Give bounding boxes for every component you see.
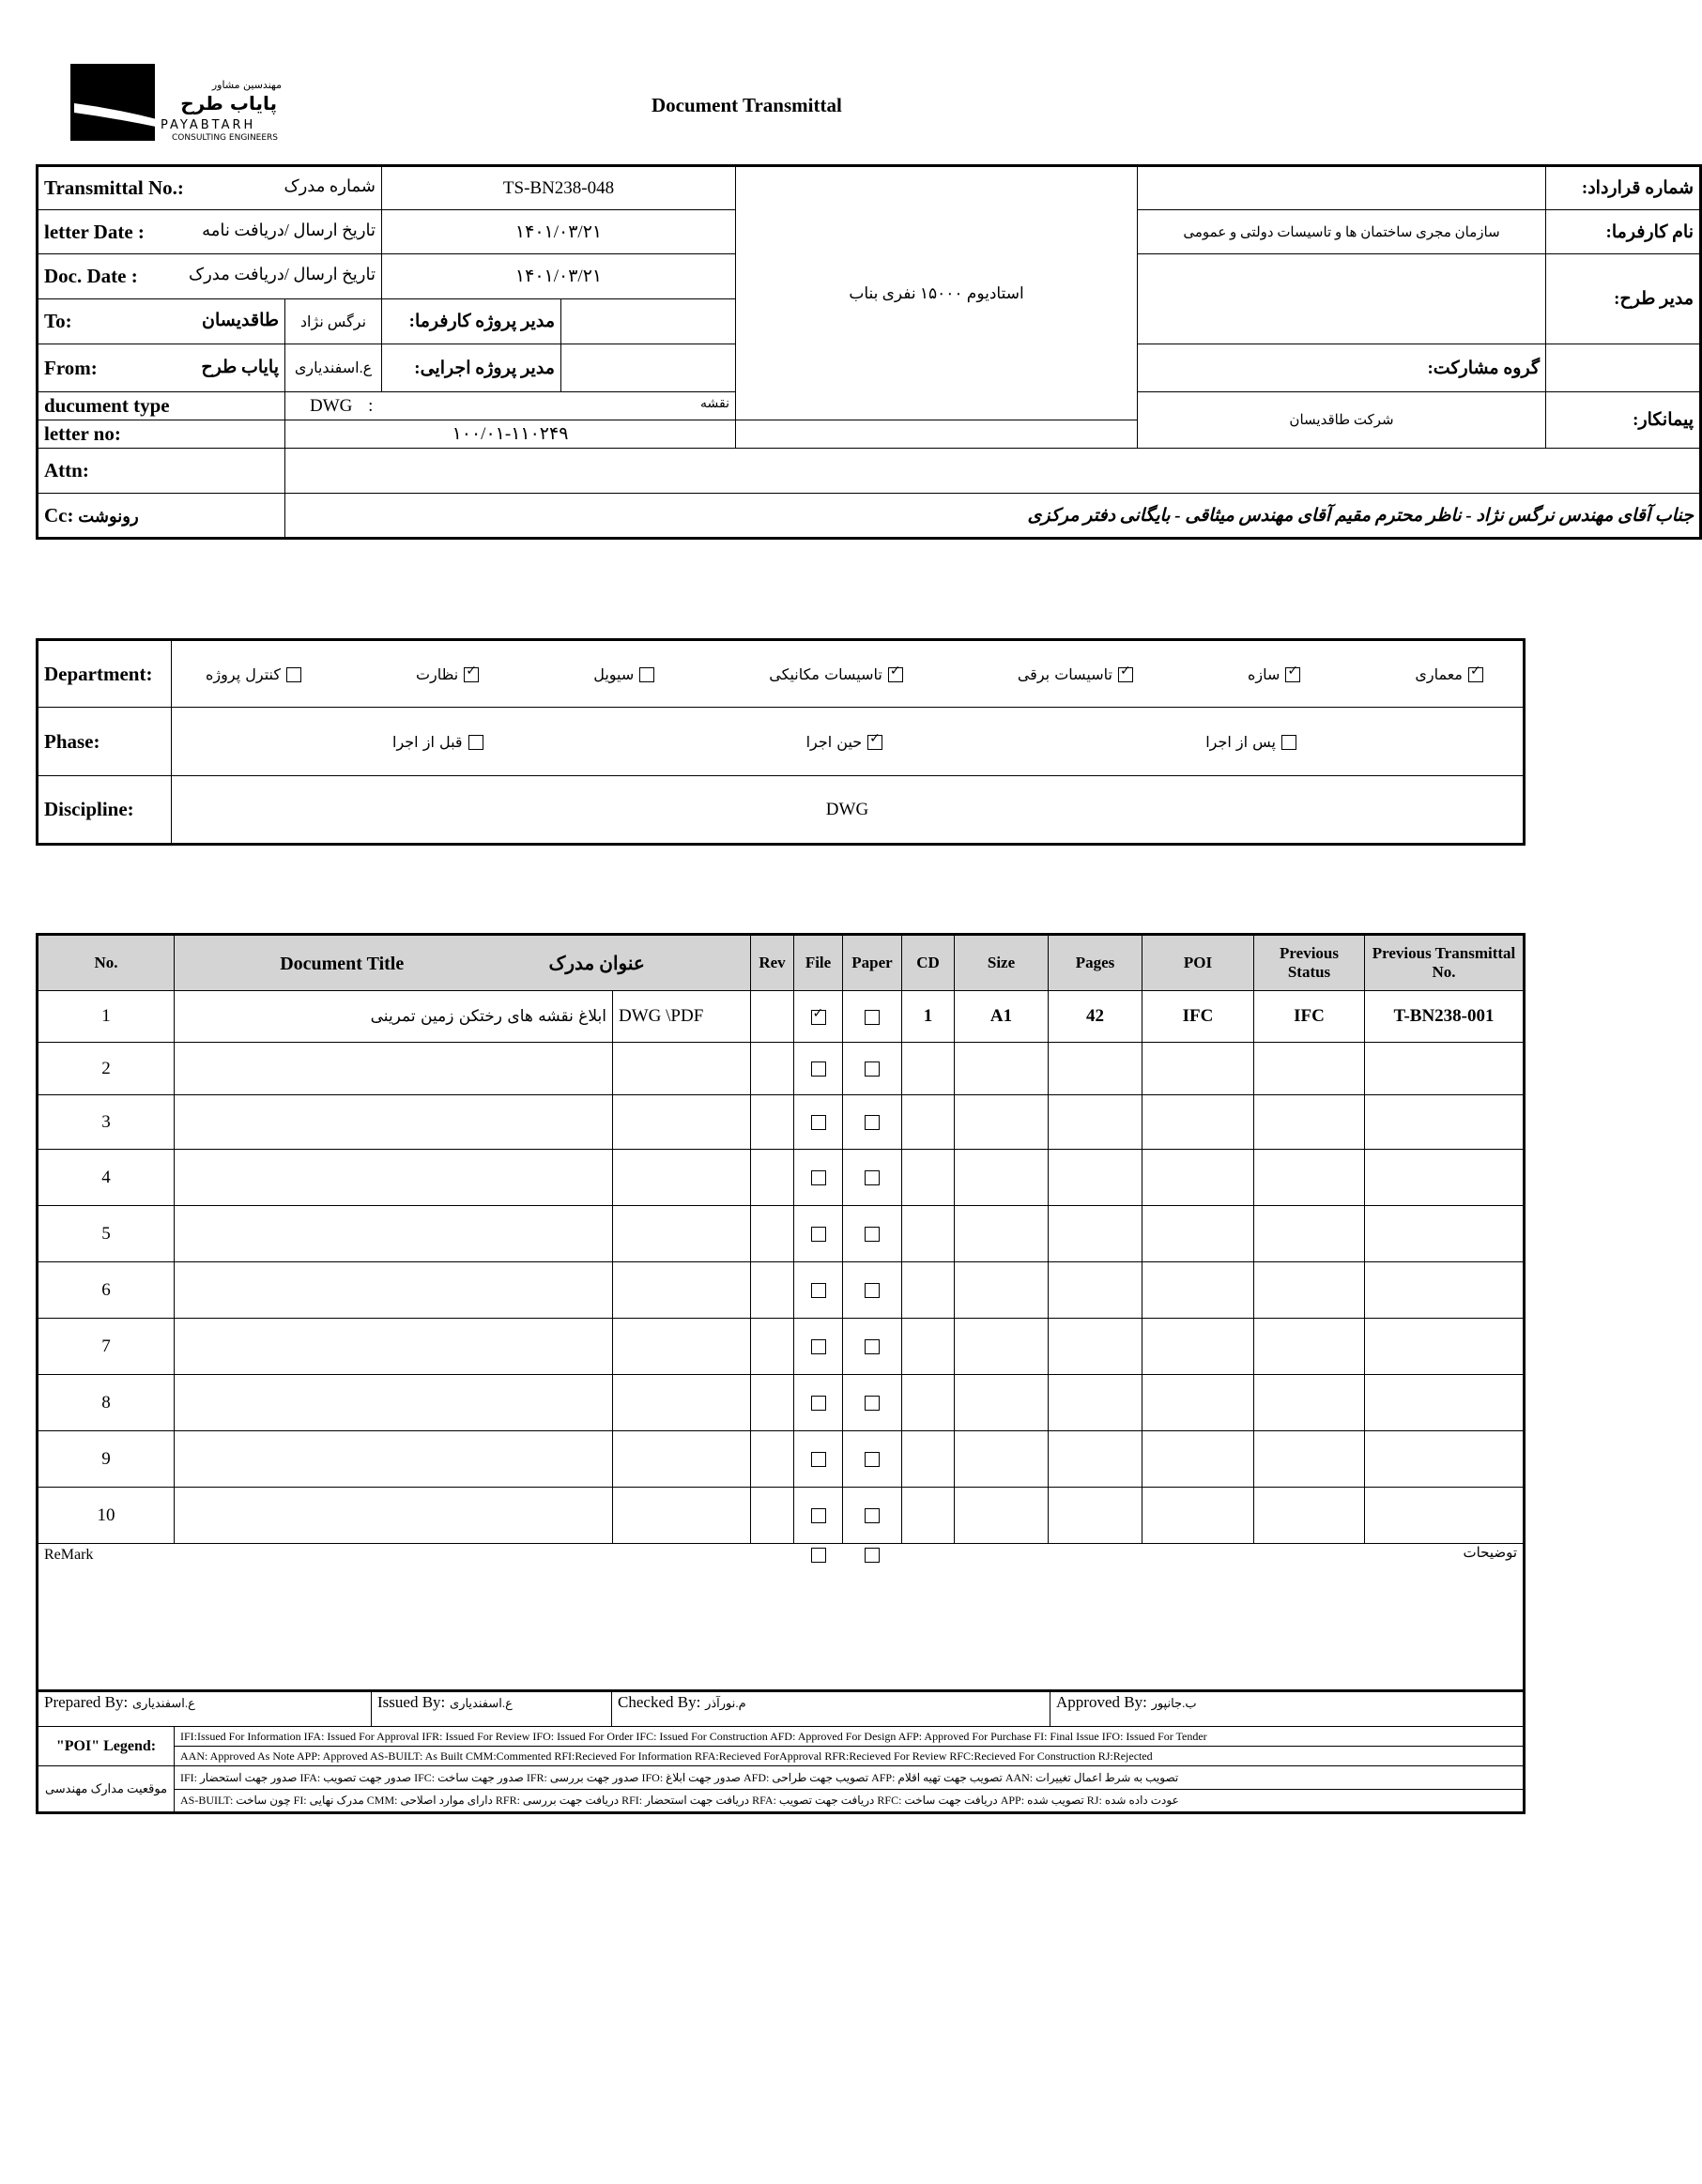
row-no: 3 bbox=[38, 1095, 175, 1150]
row-paper-checkbox[interactable] bbox=[865, 1061, 880, 1077]
doctype-value: DWG bbox=[310, 395, 353, 416]
row-title bbox=[175, 1206, 613, 1262]
col-poi: POI bbox=[1142, 935, 1254, 991]
department-table bbox=[36, 638, 1526, 846]
row-pages: 42 bbox=[1049, 991, 1142, 1043]
row-rev bbox=[751, 1431, 794, 1488]
letter-date-label-cell bbox=[38, 210, 382, 254]
row-file-checkbox[interactable] bbox=[811, 1227, 826, 1242]
row-poi bbox=[1142, 1431, 1254, 1488]
row-file-checkbox[interactable] bbox=[811, 1170, 826, 1185]
table-row bbox=[38, 1319, 1525, 1375]
row-no: 9 bbox=[38, 1431, 175, 1488]
row-size bbox=[955, 1431, 1049, 1488]
client-name-label: نام کارفرما: bbox=[1546, 210, 1701, 254]
transmittal-no-label: Transmittal No.: bbox=[44, 176, 184, 199]
row-cd bbox=[902, 1262, 955, 1319]
row-paper-checkbox[interactable] bbox=[865, 1396, 880, 1411]
row-prev-trans bbox=[1365, 1319, 1525, 1375]
row-no: 7 bbox=[38, 1319, 175, 1375]
row-paper bbox=[843, 1431, 902, 1488]
doctype-fa: نقشه bbox=[700, 396, 730, 411]
doctype-sep: : bbox=[368, 395, 374, 416]
row-poi bbox=[1142, 1319, 1254, 1375]
phase-label: Phase: bbox=[38, 708, 172, 776]
phase-item-during[interactable]: ✓حین اجرا bbox=[806, 733, 889, 751]
col-prev-status: Previous Status bbox=[1254, 935, 1365, 991]
row-pages bbox=[1049, 1431, 1142, 1488]
attn-label: Attn: bbox=[38, 449, 285, 494]
letter-date-value: ۱۴۰۱/۰۳/۲۱ bbox=[382, 210, 736, 254]
department-items bbox=[172, 640, 1525, 708]
row-paper bbox=[843, 991, 902, 1043]
row-poi: IFC bbox=[1142, 991, 1254, 1043]
row-poi bbox=[1142, 1206, 1254, 1262]
checked-by-cell: Checked By: م.نورآذر bbox=[612, 1691, 1050, 1727]
row-prev-status bbox=[1254, 1262, 1365, 1319]
row-paper-checkbox[interactable] bbox=[865, 1283, 880, 1298]
from-cell bbox=[38, 344, 285, 392]
checkbox-supervision[interactable] bbox=[464, 667, 479, 682]
col-pages: Pages bbox=[1049, 935, 1142, 991]
department-item-civil[interactable]: سیویل bbox=[593, 665, 660, 683]
row-prev-trans bbox=[1365, 1043, 1525, 1095]
remark-file-cell bbox=[794, 1544, 843, 1691]
row-file bbox=[794, 1319, 843, 1375]
row-pages bbox=[1049, 1488, 1142, 1544]
doctype-cell bbox=[285, 392, 736, 420]
row-size bbox=[955, 1150, 1049, 1206]
partnership-label: گروه مشارکت: bbox=[1138, 344, 1546, 392]
doc-date-label-cell bbox=[38, 254, 382, 299]
row-paper-checkbox[interactable] bbox=[865, 1170, 880, 1185]
poi-legend-line1: IFI:Issued For Information IFA: Issued For Approval IFR: Issued For Review IFO: Issued For Order IFC: Issued For Construction AFD: Approved For Design AFP: Approved For Purchase FI: Final Issue IFO: Issued For Tender bbox=[175, 1727, 1525, 1747]
row-rev bbox=[751, 1206, 794, 1262]
row-rev bbox=[751, 1262, 794, 1319]
row-pages bbox=[1049, 1095, 1142, 1150]
row-file-checkbox[interactable] bbox=[811, 1508, 826, 1523]
row-paper bbox=[843, 1150, 902, 1206]
row-size bbox=[955, 1319, 1049, 1375]
row-poi bbox=[1142, 1043, 1254, 1095]
to-label: To: bbox=[44, 310, 72, 332]
row-paper bbox=[843, 1319, 902, 1375]
row-no: 6 bbox=[38, 1262, 175, 1319]
row-prev-status bbox=[1254, 1431, 1365, 1488]
row-pages bbox=[1049, 1206, 1142, 1262]
row-no: 4 bbox=[38, 1150, 175, 1206]
row-cd bbox=[902, 1431, 955, 1488]
from-value: پایاب طرح bbox=[201, 357, 279, 377]
contractor-value: شرکت طاقدیسان bbox=[1138, 392, 1546, 449]
row-file-checkbox[interactable] bbox=[811, 1396, 826, 1411]
row-format bbox=[613, 1431, 751, 1488]
row-file bbox=[794, 991, 843, 1043]
row-file-checkbox[interactable] bbox=[811, 1061, 826, 1077]
row-file bbox=[794, 1095, 843, 1150]
checkbox-architecture[interactable] bbox=[1468, 667, 1483, 682]
row-prev-trans bbox=[1365, 1206, 1525, 1262]
to-person: نرگس نژاد bbox=[285, 299, 382, 344]
row-prev-status bbox=[1254, 1375, 1365, 1431]
row-prev-status bbox=[1254, 1319, 1365, 1375]
signature-table bbox=[36, 1689, 1526, 1814]
transmittal-no-label-cell bbox=[38, 166, 382, 210]
row-title bbox=[175, 1431, 613, 1488]
col-no: No. bbox=[38, 935, 175, 991]
poi-legend-line2: AAN: Approved As Note APP: Approved AS-BUILT: As Built CMM:Commented RFI:Recieved For Information RFA:Recieved ForApproval RFR:Recieved For Review RFC:Recieved For Construction RJ:Rejected bbox=[175, 1747, 1525, 1766]
row-size bbox=[955, 1043, 1049, 1095]
department-item-mechanical[interactable]: ✓تاسیسات مکانیکی bbox=[769, 665, 909, 683]
table-row bbox=[38, 1095, 1525, 1150]
project-manager-value bbox=[1138, 254, 1546, 344]
row-file-checkbox[interactable] bbox=[811, 1339, 826, 1354]
row-no: 1 bbox=[38, 991, 175, 1043]
checkbox-electrical[interactable] bbox=[1118, 667, 1133, 682]
document-title: Document Transmittal bbox=[652, 94, 842, 116]
remark-file-checkbox[interactable] bbox=[811, 1548, 826, 1563]
status-legend-line2: AS-BUILT: چون ساخت FI: مدرک نهایی CMM: دارای موارد اصلاحی RFR: دریافت جهت بررسی RFI: دریافت جهت استحضار RFA: دریافت جهت تصویب RFC: دریافت جهت ساخت APP: تصویب شده RJ: عودت داده شده bbox=[175, 1790, 1525, 1813]
remark-paper-checkbox[interactable] bbox=[865, 1548, 880, 1563]
row-size bbox=[955, 1095, 1049, 1150]
checkbox-after[interactable] bbox=[1281, 735, 1296, 750]
row-file bbox=[794, 1375, 843, 1431]
row-prev-status bbox=[1254, 1150, 1365, 1206]
row-cd bbox=[902, 1095, 955, 1150]
row-pages bbox=[1049, 1150, 1142, 1206]
col-paper: Paper bbox=[843, 935, 902, 991]
client-name-value: سازمان مجری ساختمان ها و تاسیسات دولتی و عمومی bbox=[1138, 210, 1546, 254]
phase-items bbox=[172, 708, 1525, 776]
cc-fa: رونوشت bbox=[78, 506, 139, 526]
checked-by: م.نورآذر bbox=[705, 1696, 746, 1710]
status-legend-line1: IFI: صدور جهت استحضار IFA: صدور جهت تصویب IFC: صدور جهت ساخت IFR: صدور جهت بررسی IFO: صدور جهت ابلاغ AFD: تصویب جهت طراحی AFP: تصویب جهت تهیه اقلام AAN: تصویب به شرط اعمال تغییرات bbox=[175, 1766, 1525, 1790]
row-rev bbox=[751, 1095, 794, 1150]
col-size: Size bbox=[955, 935, 1049, 991]
row-pages bbox=[1049, 1375, 1142, 1431]
logo bbox=[70, 64, 286, 144]
row-prev-trans bbox=[1365, 1262, 1525, 1319]
project-manager-label: مدیر طرح: bbox=[1546, 254, 1701, 344]
phase-item-before[interactable]: قبل از اجرا bbox=[392, 733, 489, 751]
col-rev: Rev bbox=[751, 935, 794, 991]
letter-no-value: ۱۰۰/۰۱-۱۱۰۲۴۹ bbox=[285, 420, 736, 449]
row-paper-checkbox[interactable] bbox=[865, 1227, 880, 1242]
checkbox-structure[interactable] bbox=[1285, 667, 1300, 682]
status-legend-label: موقعیت مدارک مهندسی bbox=[38, 1766, 175, 1813]
row-rev bbox=[751, 1319, 794, 1375]
document-table bbox=[36, 933, 1526, 1692]
department-item-project-control[interactable]: کنترل پروژه bbox=[206, 665, 307, 683]
remark-en: ReMark bbox=[44, 1547, 94, 1563]
row-rev bbox=[751, 1043, 794, 1095]
row-prev-status: IFC bbox=[1254, 991, 1365, 1043]
project-name: استادیوم ۱۵۰۰۰ نفری بناب bbox=[736, 166, 1138, 420]
transmittal-no-value: TS-BN238-048 bbox=[382, 166, 736, 210]
row-cd bbox=[902, 1150, 955, 1206]
checkbox-during[interactable] bbox=[867, 735, 882, 750]
row-title bbox=[175, 1262, 613, 1319]
table-row bbox=[38, 1043, 1525, 1095]
row-file-checkbox[interactable] bbox=[811, 1115, 826, 1130]
row-cd bbox=[902, 1206, 955, 1262]
row-cd bbox=[902, 1319, 955, 1375]
checkbox-before[interactable] bbox=[468, 735, 483, 750]
approved-by: ب.جانپور bbox=[1151, 1696, 1197, 1710]
approved-by-cell: Approved By: ب.جانپور bbox=[1050, 1691, 1525, 1727]
row-prev-trans bbox=[1365, 1488, 1525, 1544]
row-prev-status bbox=[1254, 1095, 1365, 1150]
row-paper-checkbox[interactable] bbox=[865, 1339, 880, 1354]
row-poi bbox=[1142, 1095, 1254, 1150]
row-paper bbox=[843, 1206, 902, 1262]
row-no: 2 bbox=[38, 1043, 175, 1095]
row-file bbox=[794, 1043, 843, 1095]
row-prev-status bbox=[1254, 1043, 1365, 1095]
row-file-checkbox[interactable] bbox=[811, 1283, 826, 1298]
to-value: طاقدیسان bbox=[202, 311, 279, 330]
row-title bbox=[175, 1150, 613, 1206]
row-pages bbox=[1049, 1319, 1142, 1375]
row-file-checkbox[interactable] bbox=[811, 1010, 826, 1025]
table-row bbox=[38, 1150, 1525, 1206]
row-format bbox=[613, 1150, 751, 1206]
checkbox-civil[interactable] bbox=[639, 667, 654, 682]
row-rev bbox=[751, 1150, 794, 1206]
remark-en-cell bbox=[38, 1544, 794, 1691]
row-format bbox=[613, 1375, 751, 1431]
logo-en-sub: CONSULTING ENGINEERS bbox=[172, 133, 279, 143]
logo-mark bbox=[70, 64, 155, 141]
phase-item-after[interactable]: پس از اجرا bbox=[1205, 733, 1302, 751]
contract-no-label: شماره قرارداد: bbox=[1546, 166, 1701, 210]
prepared-by-cell: Prepared By: ع.اسفندیاری bbox=[38, 1691, 372, 1727]
row-title bbox=[175, 1095, 613, 1150]
row-size bbox=[955, 1262, 1049, 1319]
row-paper bbox=[843, 1095, 902, 1150]
row-no: 5 bbox=[38, 1206, 175, 1262]
poi-legend-label: "POI" Legend: bbox=[38, 1727, 175, 1766]
row-file bbox=[794, 1262, 843, 1319]
department-item-structure[interactable]: ✓سازه bbox=[1248, 665, 1306, 683]
row-no: 8 bbox=[38, 1375, 175, 1431]
row-no: 10 bbox=[38, 1488, 175, 1544]
letter-date-label: letter Date : bbox=[44, 220, 145, 243]
row-format: DWG \PDF bbox=[613, 991, 751, 1043]
row-prev-trans bbox=[1365, 1375, 1525, 1431]
row-pages bbox=[1049, 1262, 1142, 1319]
row-size: A1 bbox=[955, 991, 1049, 1043]
issued-by: ع.اسفندیاری bbox=[450, 1696, 513, 1710]
letter-date-fa: تاریخ ارسال /دریافت نامه bbox=[202, 220, 376, 239]
row-title bbox=[175, 1043, 613, 1095]
row-paper bbox=[843, 1375, 902, 1431]
department-item-supervision[interactable]: ✓نظارت bbox=[416, 665, 484, 683]
from-person: ع.اسفندیاری bbox=[285, 344, 382, 392]
prepared-by: ع.اسفندیاری bbox=[131, 1696, 195, 1710]
row-format bbox=[613, 1043, 751, 1095]
row-cd bbox=[902, 1488, 955, 1544]
row-prev-status bbox=[1254, 1206, 1365, 1262]
row-poi bbox=[1142, 1262, 1254, 1319]
department-item-electrical[interactable]: ✓تاسیسات برقی bbox=[1018, 665, 1139, 683]
row-prev-trans: T-BN238-001 bbox=[1365, 991, 1525, 1043]
row-file bbox=[794, 1150, 843, 1206]
row-cd bbox=[902, 1043, 955, 1095]
table-row bbox=[38, 1431, 1525, 1488]
table-row bbox=[38, 1262, 1525, 1319]
row-paper bbox=[843, 1488, 902, 1544]
cc-cell bbox=[38, 494, 285, 539]
attn-value bbox=[285, 449, 1701, 494]
letter-no-label: letter no: bbox=[38, 420, 285, 449]
doc-date-value: ۱۴۰۱/۰۳/۲۱ bbox=[382, 254, 736, 299]
issued-by-cell: Issued By: ع.اسفندیاری bbox=[372, 1691, 612, 1727]
discipline-label: Discipline: bbox=[38, 776, 172, 845]
transmittal-info-table bbox=[36, 164, 1702, 540]
row-title bbox=[175, 1488, 613, 1544]
remark-paper-cell bbox=[843, 1544, 902, 1691]
row-poi bbox=[1142, 1375, 1254, 1431]
row-file bbox=[794, 1431, 843, 1488]
from-role: مدیر پروژه اجرایی: bbox=[382, 344, 561, 392]
row-rev bbox=[751, 1488, 794, 1544]
row-format bbox=[613, 1095, 751, 1150]
row-paper-checkbox[interactable] bbox=[865, 1115, 880, 1130]
row-paper-checkbox[interactable] bbox=[865, 1010, 880, 1025]
row-paper-checkbox[interactable] bbox=[865, 1452, 880, 1467]
logo-en-name: PAYABTARH bbox=[161, 118, 256, 132]
row-file-checkbox[interactable] bbox=[811, 1452, 826, 1467]
row-rev bbox=[751, 991, 794, 1043]
row-prev-trans bbox=[1365, 1431, 1525, 1488]
discipline-value: DWG bbox=[172, 776, 1525, 845]
row-format bbox=[613, 1488, 751, 1544]
table-row bbox=[38, 1206, 1525, 1262]
remark-fa: توضیحات bbox=[902, 1544, 1525, 1691]
logo-fa-top: مهندسین مشاور bbox=[211, 79, 282, 91]
contract-no-value bbox=[1138, 166, 1546, 210]
row-file bbox=[794, 1206, 843, 1262]
partnership-value bbox=[561, 344, 736, 392]
to-cell bbox=[38, 299, 285, 344]
row-paper bbox=[843, 1043, 902, 1095]
row-rev bbox=[751, 1375, 794, 1431]
table-row bbox=[38, 1488, 1525, 1544]
cc-label: Cc: bbox=[44, 503, 74, 527]
from-label: From: bbox=[44, 356, 98, 379]
row-prev-status bbox=[1254, 1488, 1365, 1544]
row-size bbox=[955, 1375, 1049, 1431]
col-title: Document Title عنوان مدرک bbox=[175, 935, 751, 991]
row-format bbox=[613, 1319, 751, 1375]
row-format bbox=[613, 1206, 751, 1262]
row-cd: 1 bbox=[902, 991, 955, 1043]
row-size bbox=[955, 1488, 1049, 1544]
to-role: مدیر پروژه کارفرما: bbox=[382, 299, 561, 344]
table-row bbox=[38, 1375, 1525, 1431]
row-title bbox=[175, 1375, 613, 1431]
row-title bbox=[175, 1319, 613, 1375]
row-pages bbox=[1049, 1043, 1142, 1095]
department-label: Department: bbox=[38, 640, 172, 708]
row-file bbox=[794, 1488, 843, 1544]
col-cd: CD bbox=[902, 935, 955, 991]
col-file: File bbox=[794, 935, 843, 991]
doctype-label: ducument type bbox=[38, 392, 285, 420]
row-poi bbox=[1142, 1488, 1254, 1544]
logo-fa-name: پایاب طرح bbox=[180, 92, 277, 115]
checkbox-mechanical[interactable] bbox=[888, 667, 903, 682]
contractor-label: پیمانکار: bbox=[1546, 392, 1701, 449]
row-format bbox=[613, 1262, 751, 1319]
cc-value: جناب آقای مهندس نرگس نژاد - ناظر محترم مقیم آقای مهندس میثاقی - بایگانی دفتر مرکزی bbox=[285, 494, 1701, 539]
row-prev-trans bbox=[1365, 1150, 1525, 1206]
row-paper bbox=[843, 1262, 902, 1319]
row-paper-checkbox[interactable] bbox=[865, 1508, 880, 1523]
row-poi bbox=[1142, 1150, 1254, 1206]
row-cd bbox=[902, 1375, 955, 1431]
doc-date-fa: تاریخ ارسال /دریافت مدرک bbox=[188, 265, 376, 283]
table-row bbox=[38, 991, 1525, 1043]
doc-date-label: Doc. Date : bbox=[44, 265, 138, 287]
checkbox-project-control[interactable] bbox=[286, 667, 301, 682]
department-item-architecture[interactable]: ✓ معماری bbox=[1415, 665, 1489, 683]
row-size bbox=[955, 1206, 1049, 1262]
row-prev-trans bbox=[1365, 1095, 1525, 1150]
col-prev-trans: Previous Transmittal No. bbox=[1365, 935, 1525, 991]
row-title: ابلاغ نقشه های رختکن زمین تمرینی bbox=[175, 991, 613, 1043]
transmittal-no-fa: شماره مدرک bbox=[284, 176, 376, 195]
